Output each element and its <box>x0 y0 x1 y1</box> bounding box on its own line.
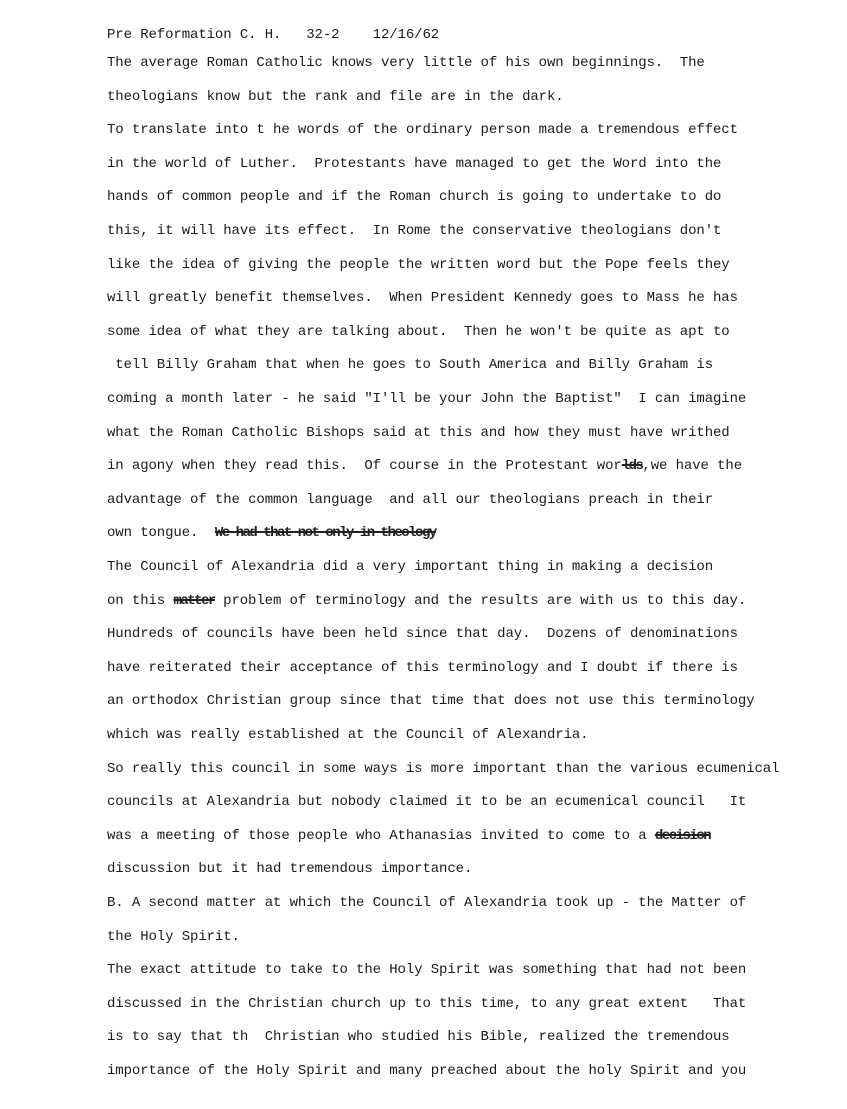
text-segment: own tongue. <box>107 525 215 542</box>
text-segment: importance of the Holy Spirit and many preached about the holy Spirit and you <box>107 1063 747 1079</box>
text-line <box>107 1063 746 1079</box>
text-segment: Hundreds of councils have been held since that day. Dozens of denominations <box>107 626 738 643</box>
struck-out-text: We had that not only in theology <box>214 525 436 542</box>
text-segment: what the Roman Catholic Bishops said at this and how they must have writhed <box>107 424 730 441</box>
text-segment: in the world of Luther. Protestants have managed to get the Word into the <box>107 155 722 172</box>
text-segment: tell Billy Graham that when he goes to South America and Billy Graham is <box>107 357 714 374</box>
text-segment: like the idea of giving the people the written word but the Pope feels they <box>107 256 730 273</box>
text-line <box>107 962 746 978</box>
text-line <box>107 593 746 609</box>
text-segment: advantage of the common language and all our theologians preach in their <box>107 491 714 508</box>
text-line <box>107 391 746 407</box>
text-line <box>107 156 721 172</box>
text-line <box>107 929 240 945</box>
text-segment: an orthodox Christian group since that time that does not use this terminology <box>107 693 755 710</box>
text-segment: which was really established at the Council of Alexandria. <box>107 727 589 743</box>
text-segment: theologians know but the rank and file are in the dark. <box>107 88 564 105</box>
text-line <box>107 223 721 239</box>
text-segment: discussed in the Christian church up to this time, to any great extent That <box>107 995 747 1012</box>
struck-out-text: decision <box>654 827 711 844</box>
text-line <box>107 525 436 541</box>
text-segment: in agony when they read this. Of course in the Protestant wor <box>107 458 622 475</box>
text-line <box>107 458 742 474</box>
text-segment: the Holy Spirit. <box>107 928 240 945</box>
text-segment: this, it will have its effect. In Rome the conservative theologians don't <box>107 223 722 239</box>
text-line <box>107 996 746 1012</box>
text-line <box>107 861 472 877</box>
text-segment: problem of terminology and the results are with us to this day. <box>214 592 747 609</box>
text-line <box>107 626 738 642</box>
text-line <box>107 761 779 777</box>
text-segment: councils at Alexandria but nobody claimed it to be an ecumenical council It <box>107 794 747 811</box>
text-segment: discussion but it had tremendous importance. <box>107 861 473 878</box>
text-segment: hands of common people and if the Roman church is going to undertake to do <box>107 189 722 206</box>
text-line <box>107 1029 730 1045</box>
text-line <box>107 324 730 340</box>
text-segment: ,we have the <box>642 458 743 475</box>
text-segment: some idea of what they are talking about. Then he won't be quite as apt to <box>107 323 730 340</box>
text-line <box>107 257 730 273</box>
text-segment: coming a month later - he said "I'll be your John the Baptist" I can imagine <box>107 391 747 407</box>
text-line <box>107 189 721 205</box>
text-line <box>107 660 738 676</box>
text-line <box>107 693 755 709</box>
page-header: Pre Reformation C. H. 32-2 12/16/62 <box>107 27 440 43</box>
text-segment: The Council of Alexandria did a very important thing in making a decision <box>107 559 714 575</box>
text-line <box>107 122 738 138</box>
text-line <box>107 89 564 105</box>
text-line <box>107 895 746 911</box>
text-segment: B. A second matter at which the Council of Alexandria took up - the Matter of <box>107 895 747 911</box>
text-segment: will greatly benefit themselves. When President Kennedy goes to Mass he has <box>107 290 738 307</box>
text-line <box>107 357 713 373</box>
text-line <box>107 828 710 844</box>
text-line <box>107 290 738 306</box>
text-line <box>107 559 713 575</box>
struck-out-text: lds <box>621 458 643 475</box>
text-segment: have reiterated their acceptance of this terminology and I doubt if there is <box>107 659 738 676</box>
text-line <box>107 727 588 743</box>
text-line <box>107 492 713 508</box>
text-line <box>107 425 730 441</box>
text-segment: The exact attitude to take to the Holy Spirit was something that had not been <box>107 962 747 979</box>
text-segment: is to say that th Christian who studied his Bible, realized the tremendous <box>107 1029 730 1046</box>
text-segment: To translate into t he words of the ordinary person made a tremendous effect <box>107 122 738 139</box>
text-segment: was a meeting of those people who Athanasias invited to come to a <box>107 827 655 844</box>
struck-out-text: matter <box>173 592 215 609</box>
text-segment: on this <box>107 592 174 609</box>
text-segment: So really this council in some ways is more important than the various ecumenical <box>107 760 780 777</box>
text-line <box>107 55 705 71</box>
text-line <box>107 794 746 810</box>
text-segment: The average Roman Catholic knows very little of his own beginnings. The <box>107 55 705 71</box>
